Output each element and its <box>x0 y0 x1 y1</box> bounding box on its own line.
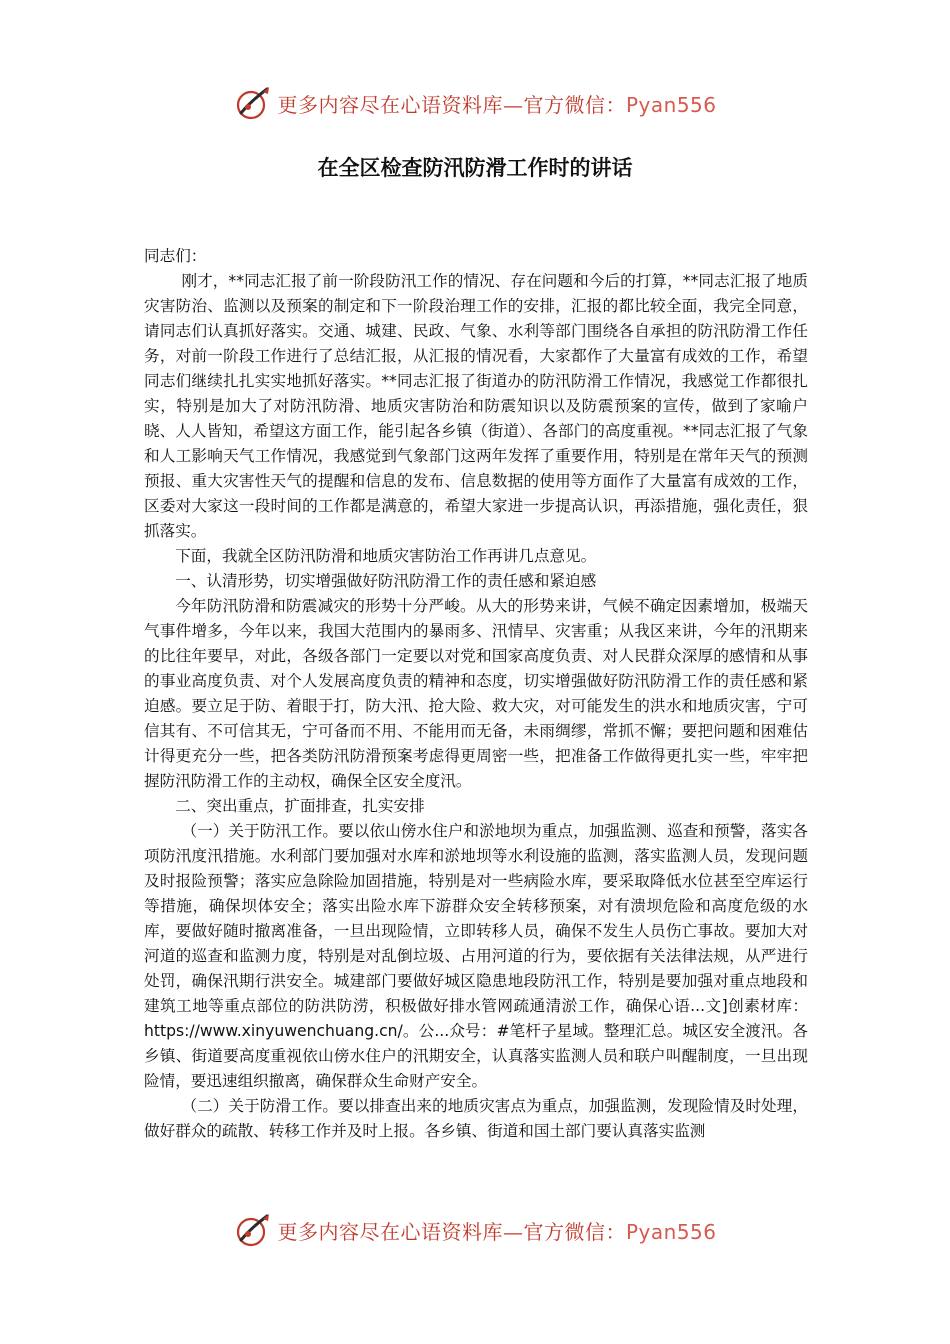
document-title: 在全区检查防汛防滑工作时的讲话 <box>317 156 633 180</box>
brush-logo-icon <box>233 1210 273 1250</box>
footer-watermark-banner <box>0 1210 950 1250</box>
section-heading: 一、认清形势，切实增强做好防汛防滑工作的责任感和紧迫感 <box>175 572 597 590</box>
banner-main-text: 更多内容尽在心语资料库—官方微信： <box>277 92 626 117</box>
banner-text <box>277 1216 716 1245</box>
paragraph: （二）关于防滑工作。要以排查出来的地质灾害点为重点，加强监测，发现险情及时处理，做好群众的疏散、转移工作并及时上报。各乡镇、街道和国土部门要认真落实监测 <box>144 1097 808 1140</box>
banner-main-text: 更多内容尽在心语资料库—官方微信： <box>277 1219 626 1244</box>
paragraph: 刚才，**同志汇报了前一阶段防汛工作的情况、存在问题和今后的打算，**同志汇报了地质灾害防治、监测以及预案的制定和下一阶段治理工作的安排，汇报的都比较全面，我完全同意，请同志们认真抓好落实。交通、城建、民政、气象、水利等部门围绕各自承担的防汛防滑工作任务，对前一阶段工作进行了总结汇报，从汇报的情况看，大家都作了大量富有成效的工作，希望同志们继续扎扎实实地抓好落实。**同志汇报了街道办的防汛防滑工作情况，我感觉工作都很扎实，特别是加大了对防汛防滑、地质灾害防治和防震知识以及防震预案的宣传，做到了家喻户晓、人人皆知，希望这方面工作，能引起各乡镇（街道）、各部门的高度重视。**同志汇报了气象和人工影响天气工作情况，我感觉到气象部门这两年发挥了重要作用，特别是在常年天气的预测预报、重大灾害性天气的提醒和信息的发布、信息数据的使用等方面作了大量富有成效的工作，区委对大家这一段时间的工作都是满意的，希望大家进一步提高认识，再添措施，强化责任，狠抓落实。 <box>144 272 808 540</box>
paragraph: 下面，我就全区防汛防滑和地质灾害防治工作再讲几点意见。 <box>175 547 597 565</box>
paragraph: 今年防汛防滑和防震减灾的形势十分严峻。从大的形势来讲，气候不确定因素增加，极端天气事件增多，今年以来，我国大范围内的暴雨多、汛情早、灾害重；从我区来讲，今年的汛期来的比往年要早，对此，各级各部门一定要以对党和国家高度负责、对人民群众深厚的感情和从事的事业高度负责、对个人发展高度负责的精神和态度，切实增强做好防汛防滑工作的责任感和紧迫感。要立足于防、着眼于打，防大汛、抢大险、救大灾，对可能发生的洪水和地质灾害，宁可信其有、不可信其无，宁可备而不用、不能用而无备，未雨绸缪，常抓不懈；要把问题和困难估计得更充分一些，把各类防汛防滑预案考虑得更周密一些，把准备工作做得更扎实一些，牢牢把握防汛防滑工作的主动权，确保全区安全度汛。 <box>144 597 808 790</box>
document-body <box>144 244 808 1144</box>
section-heading: 二、突出重点，扩面排查，扎实安排 <box>175 797 425 815</box>
banner-handle: Pyan556 <box>625 1219 717 1244</box>
banner-handle: Pyan556 <box>625 92 717 117</box>
paragraph: （一）关于防汛工作。要以依山傍水住户和淤地坝为重点，加强监测、巡查和预警，落实各项防汛度汛措施。水利部门要加强对水库和淤地坝等水利设施的监测，落实监测人员，发现问题及时报险预警；落实应急除险加固措施，特别是对一些病险水库，要采取降低水位甚至空库运行等措施，确保坝体安全；落实出险水库下游群众安全转移预案，对有溃坝危险和高度危级的水库，要做好随时撤离准备，一旦出现险情，立即转移人员，确保不发生人员伤亡事故。要加大对河道的巡查和监测力度，特别是对乱倒垃圾、占用河道的行为，要依据有关法律法规，从严进行处罚，确保汛期行洪安全。城建部门要做好城区隐患地段防汛工作，特别是要加强对重点地段和建筑工地等重点部位的防洪防涝，积极做好排水管网疏通清淤工作，确保心语...文]创素材库：https://www.xinyuwenchuang.cn/。公...众号：#笔杆子星域。整理汇总。城区安全渡汛。各乡镇、街道要高度重视依山傍水住户的汛期安全，认真落实监测人员和联户叫醒制度，一旦出现险情，要迅速组织撤离，确保群众生命财产安全。 <box>144 822 808 1090</box>
header-watermark-banner <box>0 83 950 123</box>
banner-text <box>277 89 716 118</box>
salutation: 同志们： <box>144 247 207 265</box>
brush-logo-icon <box>233 83 273 123</box>
